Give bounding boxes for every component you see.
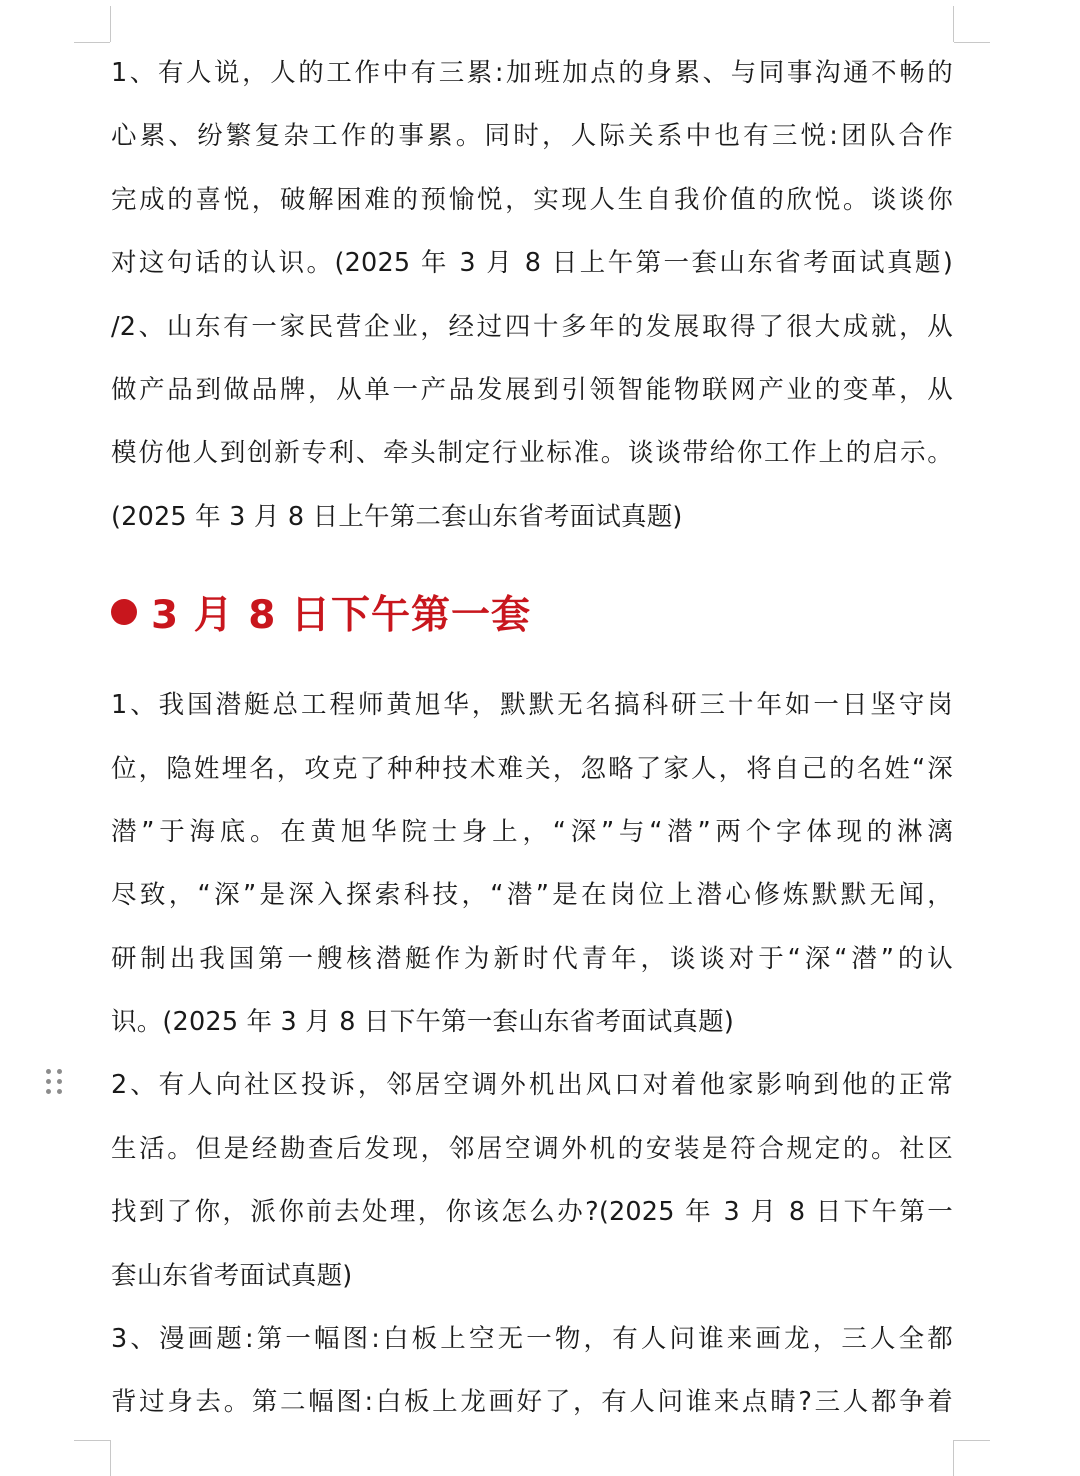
text-line: 3、漫画题:第一幅图:白板上空无一物，有人问谁来画龙，三人全都 — [111, 1324, 953, 1355]
crop-mark-top-left — [110, 6, 111, 42]
crop-mark-bottom-left — [110, 1440, 111, 1476]
crop-mark-bottom-right — [953, 1440, 954, 1476]
text-line: 心累、纷繁复杂工作的事累。同时，人际关系中也有三悦:团队合作 — [111, 121, 953, 152]
text-line: 位，隐姓埋名，攻克了种种技术难关，忽略了家人，将自己的名姓“深 — [111, 753, 953, 784]
crop-mark-bottom-right-h — [954, 1440, 990, 1441]
text-line: 完成的喜悦，破解困难的预愉悦，实现人生自我价值的欣悦。谈谈你 — [111, 184, 953, 215]
crop-mark-top-right — [953, 6, 954, 42]
text-line: 尽致，“深”是深入探索科技，“潜”是在岗位上潜心修炼默默无闻， — [111, 880, 953, 911]
text-line: 做产品到做品牌，从单一产品发展到引领智能物联网产业的变革，从 — [111, 374, 953, 405]
text-line: 背过身去。第二幅图:白板上龙画好了，有人问谁来点睛?三人都争着 — [111, 1387, 953, 1418]
text-line: 生活。但是经勘查后发现，邻居空调外机的安装是符合规定的。社区 — [111, 1133, 953, 1164]
text-line: 对这句话的认识。(2025 年 3 月 8 日上午第一套山东省考面试真题) — [111, 248, 953, 279]
document-body[interactable] — [111, 42, 953, 1435]
text-line: /2、山东有一家民营企业，经过四十多年的发展取得了很大成就，从 — [111, 311, 953, 342]
question-block-morning — [111, 42, 953, 549]
drag-handle-icon[interactable] — [46, 1069, 62, 1095]
crop-mark-top-left-h — [74, 42, 110, 43]
text-line: 识。(2025 年 3 月 8 日下午第一套山东省考面试真题) — [111, 1007, 734, 1038]
text-line: 2、有人向社区投诉，邻居空调外机出风口对着他家影响到他的正常 — [111, 1070, 953, 1101]
crop-mark-bottom-left-h — [74, 1440, 110, 1441]
section-heading-text: 3 月 8 日下午第一套 — [151, 593, 532, 639]
crop-mark-top-right-h — [954, 42, 990, 43]
text-line: 模仿他人到创新专利、牵头制定行业标准。谈谈带给你工作上的启示。 — [111, 438, 953, 469]
text-line: 1、我国潜艇总工程师黄旭华，默默无名搞科研三十年如一日坚守岗 — [111, 690, 953, 721]
section-heading — [111, 581, 953, 643]
question-block-afternoon — [111, 674, 953, 1435]
text-line: 套山东省考面试真题) — [111, 1260, 353, 1291]
text-line: (2025 年 3 月 8 日上午第二套山东省考面试真题) — [111, 501, 683, 532]
text-line: 找到了你，派你前去处理，你该怎么办?(2025 年 3 月 8 日下午第一 — [111, 1197, 953, 1228]
text-line: 潜”于海底。在黄旭华院士身上，“深”与“潜”两个字体现的淋漓 — [111, 816, 953, 847]
red-dot-bullet-icon — [111, 599, 137, 625]
text-line: 1、有人说，人的工作中有三累:加班加点的身累、与同事沟通不畅的 — [111, 58, 953, 88]
text-line: 研制出我国第一艘核潜艇作为新时代青年，谈谈对于“深“潜”的认 — [111, 943, 953, 974]
